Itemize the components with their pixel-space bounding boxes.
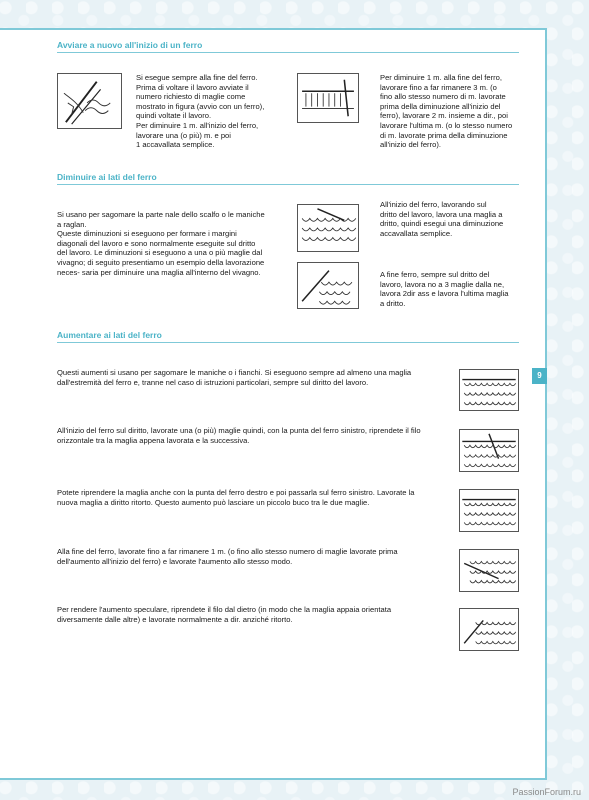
increase-text-5: Per rendere l'aumento speculare, riprendete il filo dal dietro (in modo che la maglia appaia orientata diversamente dalle altre) e lavorate normalmente a dir. anziché ritorto. bbox=[57, 605, 392, 624]
increase-illustration-3 bbox=[459, 489, 519, 532]
cast-on-right-text: Per diminuire 1 m. alla fine del ferro, lavorare fino a far rimanere 3 m. (o fino allo stesso numero di m. lavorate prima della diminuzione all'inizio del ferro), lavorare 2 m. insieme a dir., poi lavorare l'ultima m. (o lo stesso numero di m. lavorate prima della diminuzione all'inizio del ferro). bbox=[380, 73, 513, 150]
page-number-tab: 9 bbox=[532, 368, 547, 384]
section-rule bbox=[57, 342, 519, 343]
decrease-left-text: Si usano per sagomare la parte nale dello scalfo o le maniche a raglan. Queste diminuzioni si eseguono per formare i margini diagonali del lavoro e sono normalmente eseguite sul dritto del lavoro. Le diminuzioni si eseguono a una o più maglie dal vivagno; di seguito presentiamo un esempio della lavorazione neces- saria per diminuire una maglia all'interno del vivagno. bbox=[57, 210, 265, 277]
section-title-increase: Aumentare ai lati del ferro bbox=[57, 330, 162, 340]
decrease-right-text-2: A fine ferro, sempre sul dritto del lavoro, lavora no a 3 maglie dalla ne, lavora 2dir ass e lavora l'ultima maglia a dritto. bbox=[380, 270, 509, 308]
cast-on-illustration bbox=[57, 73, 122, 129]
increase-text-3: Potete riprendere la maglia anche con la punta del ferro destro e poi passarla sul ferro sinistro. Lavorate la nuova maglia a diritto ritorto. Questo aumento può lasciare un piccolo buco tra le due maglie. bbox=[57, 488, 415, 507]
increase-illustration-2 bbox=[459, 429, 519, 472]
increase-illustration-5 bbox=[459, 608, 519, 651]
section-rule bbox=[57, 52, 519, 53]
section-title-decrease: Diminuire ai lati del ferro bbox=[57, 172, 157, 182]
decrease-start-illustration bbox=[297, 204, 359, 252]
section-title-cast-on: Avviare a nuovo all'inizio di un ferro bbox=[57, 40, 203, 50]
watermark: PassionForum.ru bbox=[512, 787, 581, 797]
increase-text-2: All'inizio del ferro sul diritto, lavorate una (o più) maglie quindi, con la punta del ferro sinistro, riprendete il filo orizzontale tra la maglia appena lavorata e la successiva. bbox=[57, 426, 421, 445]
cast-on-left-text: Si esegue sempre alla fine del ferro. Prima di voltare il lavoro avviate il numero richiesto di maglie come mostrato in figura (avvio con un ferro), quindi voltate il lavoro. Per diminuire 1 m. all'inizio del ferro, lavorare una (o più) m. e poi 1 accavallata semplice. bbox=[136, 73, 265, 150]
decrease-end-row-illustration bbox=[297, 262, 359, 309]
increase-text-4: Alla fine del ferro, lavorate fino a far rimanere 1 m. (o fino allo stesso numero di maglie lavorate prima dell'aumento all'inizio del ferro) e lavorate l'aumento allo stesso modo. bbox=[57, 547, 398, 566]
increase-text-1: Questi aumenti si usano per sagomare le maniche o i fianchi. Si eseguono sempre ad almeno una maglia dall'estremità del ferro e, tranne nel caso di istruzioni particolari, sempre sul diritto del lavoro. bbox=[57, 368, 412, 387]
decrease-end-illustration bbox=[297, 73, 359, 123]
decrease-right-text-1: All'inizio del ferro, lavorando sul dritto del lavoro, lavora una maglia a dritto, quindi esegui una diminuzione accavallata semplice. bbox=[380, 200, 504, 238]
increase-illustration-4 bbox=[459, 549, 519, 592]
section-rule bbox=[57, 184, 519, 185]
increase-illustration-1 bbox=[459, 369, 519, 411]
